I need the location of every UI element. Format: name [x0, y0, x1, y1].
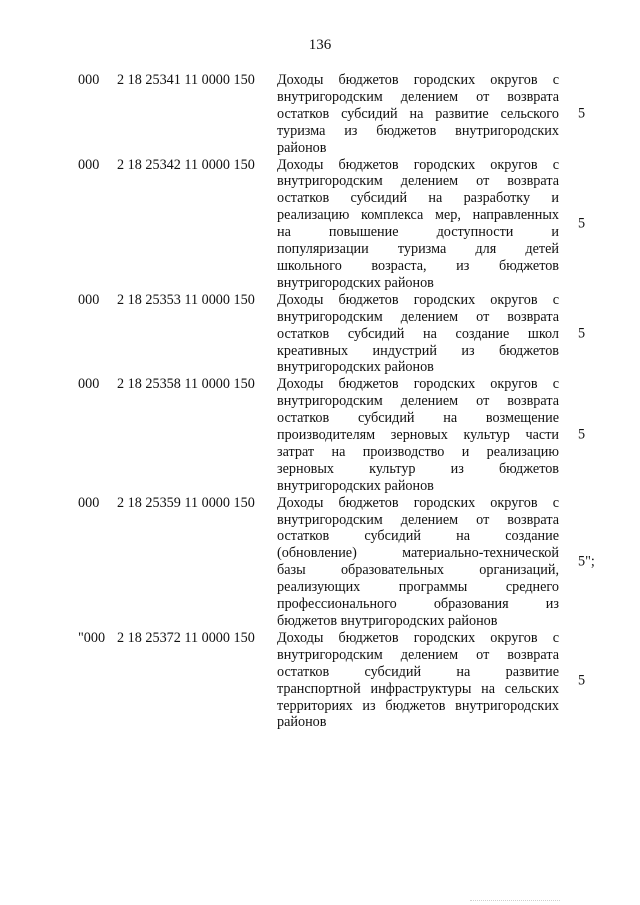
admin-code: 000	[78, 72, 100, 88]
table-row	[0, 630, 640, 731]
description-line: туризма из бюджетов внутригородских	[277, 122, 559, 139]
description-line: Доходы бюджетов городских округов с	[277, 494, 559, 511]
revenue-description	[277, 157, 559, 292]
table-row	[0, 376, 640, 494]
description-line: Доходы бюджетов городских округов с	[277, 376, 559, 393]
description-line: реализацию комплекса мер, направленных	[277, 207, 559, 224]
description-line: Доходы бюджетов городских округов с	[277, 629, 559, 646]
admin-code: 000	[78, 291, 100, 308]
description-line: бюджетов внутригородских районов	[277, 613, 498, 629]
admin-code: 000	[78, 376, 100, 393]
description-line: транспортной инфраструктуры на сельских	[277, 680, 559, 697]
revenue-description	[277, 495, 559, 630]
budget-classification-code: 2 18 25372 11 0000 150	[117, 629, 255, 646]
budget-classification-code: 2 18 25358 11 0000 150	[117, 376, 255, 393]
revenue-description	[277, 292, 559, 377]
table-row	[0, 495, 640, 630]
admin-code: 000	[78, 494, 100, 511]
description-line: внутригородских районов	[277, 477, 434, 494]
description-line: территориях из бюджетов внутригородских	[277, 697, 559, 714]
description-line: остатков субсидий на разработку и	[277, 190, 559, 207]
description-line: остатков субсидий на возмещение	[277, 410, 559, 427]
description-line: внутригородским делением от возврата	[277, 88, 559, 105]
normative-value: 5	[578, 427, 586, 444]
description-line: внутригородским делением от возврата	[277, 173, 559, 190]
description-line: внутригородским делением от возврата	[277, 646, 559, 663]
description-line: Доходы бюджетов городских округов с	[277, 291, 559, 308]
description-line: остатков субсидий на создание	[277, 528, 559, 545]
table-row	[0, 157, 640, 292]
revenue-code-list	[0, 72, 640, 731]
description-line: районов	[277, 139, 327, 156]
table-row	[0, 292, 640, 377]
description-line: остатков субсидий на создание школ	[277, 325, 559, 342]
normative-value: 5";	[578, 553, 595, 570]
revenue-description	[277, 630, 559, 731]
revenue-description	[277, 376, 559, 494]
budget-classification-code: 2 18 25342 11 0000 150	[117, 156, 255, 173]
description-line: внутригородских районов	[277, 359, 434, 376]
description-line: Доходы бюджетов городских округов с	[277, 156, 559, 173]
table-row	[0, 72, 640, 157]
admin-code: "000	[78, 629, 106, 646]
normative-value: 5	[578, 105, 586, 122]
description-line: районов	[277, 714, 327, 731]
admin-code: 000	[78, 156, 100, 173]
description-line: реализующих программы среднего	[277, 579, 559, 596]
page-number: 136	[308, 37, 332, 53]
description-line: зерновых культур из бюджетов	[277, 460, 559, 477]
description-line: (обновление) материально-технической	[277, 545, 559, 562]
description-line: внутригородским делением от возврата	[277, 308, 559, 325]
description-line: внутригородским делением от возврата	[277, 393, 559, 410]
normative-value: 5	[578, 325, 586, 342]
description-line: базы образовательных организаций,	[277, 562, 559, 579]
description-line: затрат на производство и реализацию	[277, 443, 559, 460]
description-line: креативных индустрий из бюджетов	[277, 342, 559, 359]
revenue-description	[277, 72, 559, 157]
budget-classification-code: 2 18 25359 11 0000 150	[117, 494, 255, 511]
scan-artifact-line	[470, 900, 560, 902]
budget-classification-code: 2 18 25353 11 0000 150	[117, 291, 255, 308]
normative-value: 5	[578, 215, 586, 232]
normative-value: 5	[578, 672, 586, 689]
description-line: внутригородских районов	[277, 274, 434, 291]
description-line: производителям зерновых культур части	[277, 427, 559, 444]
description-line: остатков субсидий на развитие	[277, 663, 559, 680]
description-line: школьного возраста, из бюджетов	[277, 257, 559, 274]
description-line: профессионального образования из	[277, 596, 559, 613]
description-line: популяризации туризма для детей	[277, 241, 559, 258]
description-line: на повышение доступности и	[277, 224, 559, 241]
budget-classification-code: 2 18 25341 11 0000 150	[117, 72, 255, 88]
description-line: Доходы бюджетов городских округов с	[277, 72, 559, 88]
description-line: остатков субсидий на развитие сельского	[277, 105, 559, 122]
description-line: внутригородским делением от возврата	[277, 511, 559, 528]
